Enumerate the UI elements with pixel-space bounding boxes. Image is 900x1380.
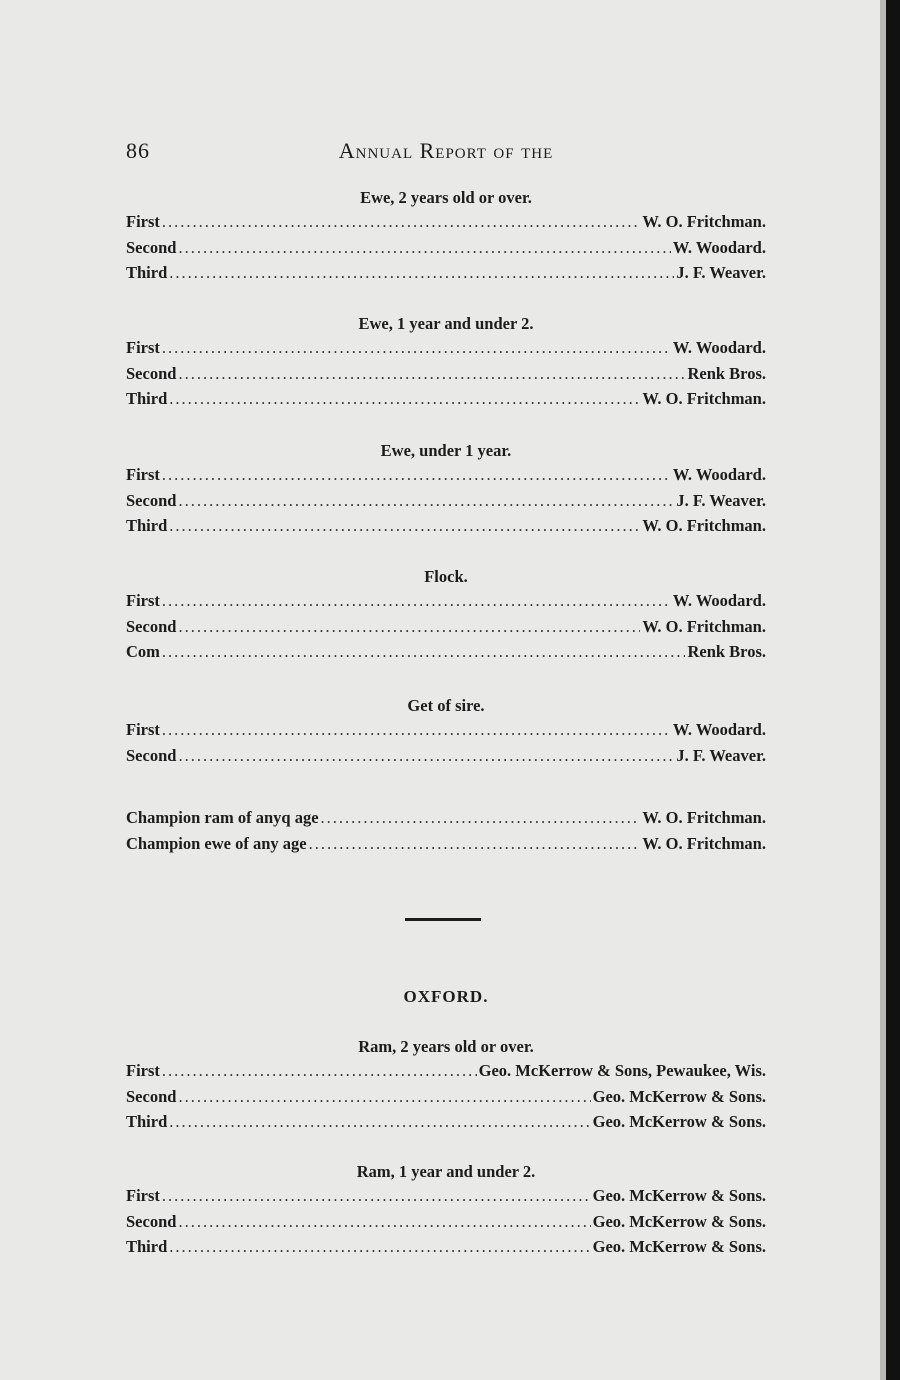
- champion-label: Champion ram of anyq age: [126, 808, 319, 827]
- winner-name: W. O. Fritchman.: [642, 833, 766, 853]
- dot-leader: [178, 488, 674, 514]
- winner-name: Geo. McKerrow & Sons.: [592, 1186, 766, 1205]
- dot-leader: [162, 1058, 477, 1084]
- award-row: [126, 588, 766, 614]
- award-row: [126, 1183, 766, 1209]
- winner-name: W. O. Fritchman.: [642, 212, 766, 231]
- award-row: [126, 743, 766, 769]
- dot-leader: [178, 1209, 590, 1235]
- winner-name: W. Woodard.: [672, 465, 766, 484]
- champion-label: Champion ewe of any age: [126, 833, 307, 853]
- dot-leader: [178, 743, 674, 769]
- award-row: [126, 1209, 766, 1235]
- award-row: [126, 717, 766, 743]
- winner-name: J. F. Weaver.: [676, 263, 766, 282]
- place-label: Third: [126, 263, 168, 282]
- winner-name: W. Woodard.: [672, 720, 766, 739]
- place-label: Second: [126, 363, 177, 383]
- place-label: Second: [126, 616, 177, 636]
- award-section: [126, 695, 766, 768]
- winner-name: W. Woodard.: [672, 338, 766, 357]
- section-title: Ewe, 1 year and under 2.: [358, 314, 534, 333]
- scan-border: [886, 0, 900, 1380]
- place-label: First: [126, 1186, 160, 1205]
- award-row: [126, 1109, 766, 1135]
- place-label: Second: [126, 237, 177, 257]
- place-label: First: [126, 591, 160, 610]
- champions-section: [126, 805, 766, 856]
- winner-name: Geo. McKerrow & Sons.: [592, 1086, 766, 1106]
- dot-leader: [178, 614, 640, 640]
- winner-name: W. O. Fritchman.: [642, 808, 766, 827]
- section-title: Ram, 1 year and under 2.: [356, 1162, 536, 1181]
- dot-leader: [321, 805, 641, 831]
- winner-name: W. O. Fritchman.: [642, 389, 766, 408]
- winner-name: W. Woodard.: [672, 237, 766, 257]
- section-title: Get of sire.: [407, 696, 485, 715]
- dot-leader: [162, 639, 686, 665]
- breed-heading: OXFORD.: [403, 987, 489, 1006]
- place-label: Second: [126, 1211, 177, 1231]
- award-row: [126, 1234, 766, 1260]
- place-label: Second: [126, 745, 177, 765]
- award-row: [126, 639, 766, 665]
- award-section: [126, 313, 766, 412]
- place-label: Second: [126, 1086, 177, 1106]
- award-row: [126, 235, 766, 261]
- award-row: [126, 335, 766, 361]
- award-section: [126, 566, 766, 665]
- winner-name: Geo. McKerrow & Sons.: [592, 1112, 766, 1131]
- place-label: Third: [126, 516, 168, 535]
- award-section: [126, 1161, 766, 1260]
- place-label: First: [126, 338, 160, 357]
- dot-leader: [169, 1234, 590, 1260]
- dot-leader: [178, 361, 685, 387]
- dot-leader: [178, 235, 670, 261]
- winner-name: W. Woodard.: [672, 591, 766, 610]
- dot-leader: [169, 260, 674, 286]
- winner-name: W. O. Fritchman.: [642, 616, 766, 636]
- dot-leader: [162, 717, 671, 743]
- award-section: [126, 440, 766, 539]
- award-row: [126, 1058, 766, 1084]
- section-title: Ewe, 2 years old or over.: [360, 188, 532, 207]
- dot-leader: [162, 209, 640, 235]
- page-number: 86: [126, 138, 150, 163]
- dot-leader: [162, 588, 671, 614]
- award-row: [126, 1084, 766, 1110]
- winner-name: J. F. Weaver.: [676, 745, 766, 765]
- running-head: Annual Report of the: [338, 138, 554, 163]
- section-title: Ram, 2 years old or over.: [358, 1037, 534, 1056]
- award-section: [126, 187, 766, 286]
- dot-leader: [169, 1109, 590, 1135]
- place-label: Com: [126, 642, 160, 661]
- winner-name: W. O. Fritchman.: [642, 516, 766, 535]
- winner-name: J. F. Weaver.: [676, 490, 766, 510]
- award-row: [126, 260, 766, 286]
- winner-name: Renk Bros.: [687, 642, 766, 661]
- champion-row: [126, 805, 766, 831]
- award-row: [126, 614, 766, 640]
- winner-name: Geo. McKerrow & Sons.: [592, 1237, 766, 1256]
- section-title: Ewe, under 1 year.: [380, 441, 512, 460]
- award-section: [126, 1036, 766, 1135]
- section-title: Flock.: [424, 567, 468, 586]
- place-label: First: [126, 720, 160, 739]
- place-label: Third: [126, 1237, 168, 1256]
- dot-leader: [162, 335, 671, 361]
- winner-name: Geo. McKerrow & Sons.: [592, 1211, 766, 1231]
- dot-leader: [169, 513, 640, 539]
- champion-row: [126, 831, 766, 857]
- section-divider: [405, 918, 481, 921]
- place-label: First: [126, 212, 160, 231]
- breed-heading-block: [126, 986, 766, 1008]
- winner-name: Geo. McKerrow & Sons, Pewaukee, Wis.: [478, 1061, 766, 1080]
- place-label: Second: [126, 490, 177, 510]
- place-label: Third: [126, 1112, 168, 1131]
- award-row: [126, 513, 766, 539]
- dot-leader: [169, 386, 640, 412]
- dot-leader: [162, 462, 671, 488]
- dot-leader: [309, 831, 641, 857]
- award-row: [126, 386, 766, 412]
- place-label: First: [126, 1061, 160, 1080]
- dot-leader: [178, 1084, 590, 1110]
- award-row: [126, 488, 766, 514]
- page-header: [126, 138, 766, 168]
- place-label: First: [126, 465, 160, 484]
- award-row: [126, 209, 766, 235]
- place-label: Third: [126, 389, 168, 408]
- dot-leader: [162, 1183, 591, 1209]
- award-row: [126, 361, 766, 387]
- award-row: [126, 462, 766, 488]
- winner-name: Renk Bros.: [687, 363, 766, 383]
